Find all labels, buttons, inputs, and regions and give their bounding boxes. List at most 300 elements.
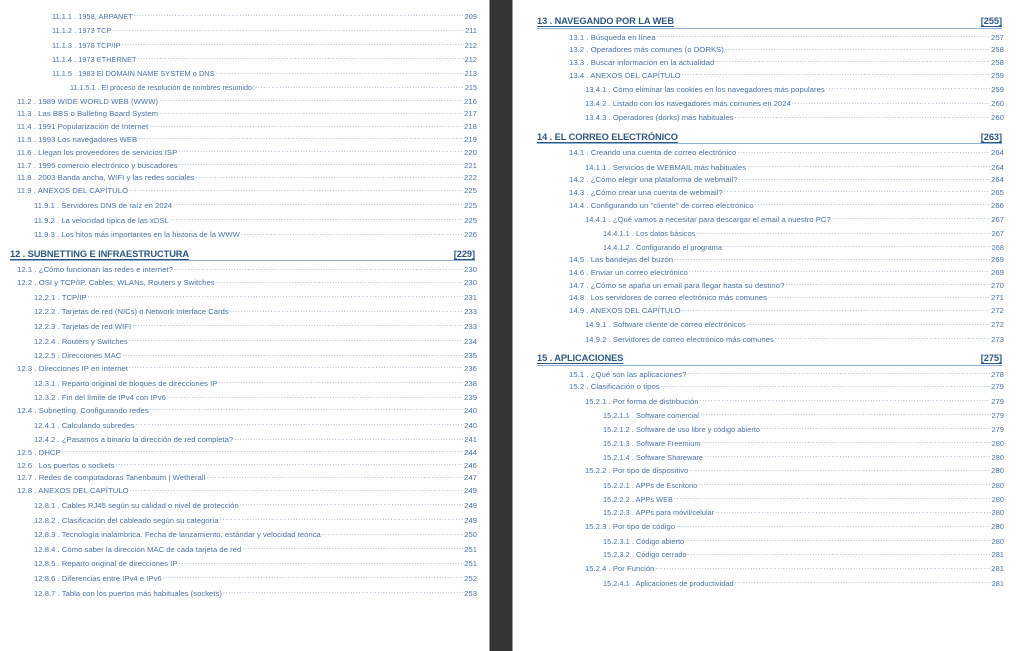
dot-leader [234, 434, 463, 442]
toc-entry-label: 11.1.1 . 1958, ARPANET [52, 12, 133, 21]
toc-entry[interactable] [8, 200, 477, 210]
toc-entry-page-number: 259 [991, 84, 1004, 94]
toc-entry-page-number: 269 [991, 255, 1004, 265]
dot-leader [240, 500, 463, 508]
dot-leader [134, 11, 464, 19]
toc-entry-label: 14.3 . ¿Cómo crear una cuenta de webmail? [569, 187, 723, 197]
toc-entry-label: 15.2.3 . Por tipo de código [585, 522, 676, 532]
toc-entry-page-number: 264 [991, 148, 1004, 158]
toc-list-left [8, 11, 477, 597]
toc-entry-label: 12.8.5 . Reparto original de direcciones IP [34, 559, 178, 569]
toc-entry-label: 11.1.5 . 1983 El DOMAIN NAME SYSTEM o DNS [52, 69, 215, 79]
dot-leader [723, 242, 991, 250]
toc-entry-label: 11.1.4 . 1973 ETHERNET [52, 54, 137, 64]
dot-leader [223, 588, 463, 596]
toc-entry-page-number: 225 [464, 215, 477, 225]
toc-entry[interactable] [8, 134, 477, 144]
dot-leader [687, 369, 990, 377]
toc-entry-page-number: 264 [991, 175, 1004, 185]
toc-entry-page-number: 213 [464, 69, 477, 79]
toc-entry-page-number: 249 [464, 515, 477, 525]
toc-entry-page-number: 265 [991, 187, 1004, 197]
toc-entry-page-number: 238 [464, 378, 477, 388]
toc-entry-label: 12.3.1 . Reparto original de bloques de direcciones IP [34, 378, 218, 388]
dot-leader [122, 350, 463, 358]
toc-entry[interactable] [527, 98, 1004, 108]
toc-entry[interactable] [527, 162, 1004, 172]
toc-entry-page-number: 279 [991, 424, 1004, 434]
toc-entry[interactable] [527, 84, 1004, 94]
dot-leader [206, 472, 463, 480]
toc-entry[interactable] [8, 229, 477, 239]
toc-entry-label: 12.8.3 . Tecnología inalámbrica. Fecha de lanzamiento, estándar y velocidad teórica [34, 530, 321, 540]
toc-entry-page-number: 221 [464, 160, 477, 170]
toc-entry-page-number: 246 [464, 460, 477, 470]
toc-entry-label: 14.7 . ¿Cómo se apaña un email para llegar hasta su destino? [569, 280, 785, 290]
toc-entry-label: 15.2.2.3 . APPs para móvil/celular [603, 508, 715, 518]
toc-entry-page-number: 271 [991, 293, 1004, 303]
toc-entry-label: 12.7 . Redes de computadoras Tanenbaum | Wetherall [17, 473, 206, 483]
toc-entry-label: 11.8 . 2003 Banda ancha, WIFI y las redes sociales [17, 173, 195, 183]
dot-leader [700, 410, 991, 418]
dot-leader [735, 578, 991, 586]
toc-entry-label: 14.4.1.2 . Configurando el programa [603, 243, 722, 253]
toc-entry[interactable] [527, 438, 1004, 447]
dot-leader [135, 420, 463, 428]
dot-leader [241, 229, 463, 237]
toc-entry-label: 11.9.1 . Servidores DNS de raíz en 2024 [34, 200, 173, 210]
toc-entry-page-number: 281 [991, 564, 1004, 574]
toc-entry-page-number: 219 [464, 135, 477, 145]
toc-entry-label: 11.9.3 . Los hitos más importantes en la historia de la WWW [34, 230, 240, 240]
dot-leader [174, 264, 463, 272]
toc-entry-page-number: 260 [991, 113, 1004, 123]
toc-entry-label: 12.3.2 . Fin del límite de IPv4 con IPv6 [34, 393, 167, 403]
toc-entry-label: 11.5 . 1993 Los navegadores WEB [17, 135, 138, 145]
toc-entry[interactable] [8, 277, 477, 287]
toc-entry[interactable] [527, 242, 1004, 251]
dot-leader [167, 392, 463, 400]
dot-leader [755, 200, 990, 208]
toc-entry[interactable] [8, 485, 477, 495]
dot-leader [657, 32, 990, 40]
dot-leader [715, 507, 990, 515]
toc-entry-page-number: 279 [991, 396, 1004, 406]
toc-entry-page-number: 209 [464, 12, 477, 21]
toc-entry[interactable] [8, 573, 477, 583]
toc-entry-page-number: 241 [464, 435, 477, 445]
dot-leader [737, 147, 990, 155]
dot-leader [674, 494, 991, 502]
toc-entry-page-number: 257 [991, 32, 1004, 42]
toc-entry-label: 14.4.1 . ¿Qué vamos a necesitar para descargar el email a nuestro PC? [585, 214, 831, 224]
toc-entry-label: 15.1 . ¿Qué son las aplicaciones? [569, 369, 687, 379]
dot-leader [674, 254, 990, 262]
dot-leader [129, 363, 463, 371]
toc-entry[interactable] [8, 172, 477, 182]
toc-entry[interactable] [8, 515, 477, 525]
toc-list-right [527, 16, 1004, 587]
chapter-page-number: [263] [980, 131, 1002, 142]
toc-page-left [0, 0, 489, 651]
toc-entry-label: 15.2.2.1 . APPs de Escritorio [603, 480, 698, 490]
toc-entry-label: 12.2.5 . Direcciones MAC [34, 351, 122, 361]
chapter-title: 12 . SUBNETTING E INFRAESTRUCTURA [10, 248, 190, 259]
toc-entry-page-number: 226 [464, 230, 477, 240]
toc-entry-page-number: 222 [464, 173, 477, 183]
toc-entry-label: 11.3 . Las BBS o Bulleting Board System [17, 109, 159, 119]
dot-leader [170, 215, 463, 223]
dot-leader [682, 305, 990, 313]
toc-entry-page-number: 216 [464, 96, 477, 106]
toc-entry-page-number: 236 [464, 363, 477, 373]
toc-entry[interactable] [527, 214, 1004, 224]
toc-entry-label: 15.2.3.2 . Código cerrado [603, 550, 687, 560]
toc-entry-label: 15.2.1 . Por forma de distribución [585, 396, 699, 406]
dot-leader [230, 306, 463, 314]
dot-leader [88, 292, 464, 300]
toc-entry-page-number: 280 [991, 536, 1004, 546]
toc-entry-page-number: 266 [991, 200, 1004, 210]
toc-entry[interactable] [527, 396, 1004, 406]
toc-entry-label: 14.9.1 . Software cliente de correo electrónicos [585, 320, 746, 330]
dot-leader [116, 460, 463, 468]
dot-leader [735, 112, 991, 120]
dot-leader [138, 54, 464, 62]
chapter-heading[interactable] [537, 132, 1002, 145]
dot-leader [775, 334, 990, 342]
dot-leader [196, 172, 463, 180]
dot-leader [220, 515, 464, 523]
toc-entry[interactable] [8, 121, 477, 131]
toc-entry-page-number: 272 [991, 320, 1004, 330]
toc-entry-label: 14.1.1 . Servicios de WEBMAIL más habituales [585, 162, 747, 172]
toc-entry-page-number: 280 [991, 494, 1004, 504]
toc-entry[interactable] [527, 200, 1004, 210]
toc-entry-page-number: 230 [464, 278, 477, 288]
toc-entry[interactable] [8, 40, 477, 49]
dot-leader [112, 25, 464, 33]
toc-entry[interactable] [527, 32, 1004, 42]
toc-entry-page-number: 235 [464, 351, 477, 361]
toc-entry-label: 12.8.4 . Cómo saber la dirección MAC de cada tarjeta de red [34, 544, 242, 554]
dot-leader [130, 485, 463, 493]
dot-leader [785, 280, 990, 288]
toc-entry[interactable] [8, 321, 477, 331]
toc-entry-page-number: 247 [464, 473, 477, 483]
toc-entry-label: 14.6 . Enviar un correo electrónico [569, 268, 688, 278]
toc-entry-page-number: 280 [991, 480, 1004, 490]
toc-entry-label: 14.1 . Creando una cuenta de correo electrónico [569, 148, 737, 158]
toc-entry[interactable] [527, 494, 1004, 503]
toc-entry-label: 15.2.4.1 . Aplicaciones de productividad [603, 578, 734, 588]
toc-entry[interactable] [8, 558, 477, 568]
dot-leader [688, 549, 991, 557]
toc-entry-label: 14.4.1.1 . Los datos básicos [603, 229, 696, 239]
toc-entry-page-number: 239 [464, 393, 477, 403]
toc-entry[interactable] [8, 25, 477, 34]
toc-entry[interactable] [527, 57, 1004, 67]
toc-entry-label: 11.1.2 . 1973 TCP [52, 26, 112, 36]
chapter-heading[interactable] [537, 16, 1002, 29]
toc-entry-page-number: 249 [464, 500, 477, 510]
toc-entry-page-number: 217 [464, 109, 477, 119]
toc-entry[interactable] [8, 306, 477, 316]
toc-entry[interactable] [527, 563, 1004, 573]
dot-leader [704, 452, 991, 460]
dot-leader [676, 521, 990, 529]
toc-entry[interactable] [8, 185, 477, 195]
toc-entry-label: 13.1 . Búsqueda en línea [569, 32, 656, 42]
toc-entry-label: 14.5 . Las bandejas del buzón [569, 255, 674, 265]
toc-entry-page-number: 215 [465, 84, 477, 93]
toc-page-right [513, 0, 1024, 651]
toc-entry[interactable] [8, 336, 477, 346]
toc-entry-label: 15.2.1.4 . Software Shareware [603, 452, 704, 462]
toc-entry[interactable] [8, 215, 477, 225]
chapter-heading[interactable] [10, 249, 475, 262]
toc-entry-label: 11.9 . ANEXOS DEL CAPÍTULO [17, 186, 129, 196]
toc-entry-label: 13.4.1 . Cómo eliminar las cookies en los navegadores más populares [585, 84, 825, 94]
toc-entry[interactable] [8, 447, 477, 457]
toc-entry[interactable] [8, 350, 477, 360]
toc-entry-label: 15.2.2 . Por tipo de dispositivo [585, 466, 689, 476]
toc-entry[interactable] [8, 147, 477, 157]
toc-entry[interactable] [527, 578, 1004, 587]
toc-entry-page-number: 253 [464, 588, 477, 598]
toc-entry[interactable] [527, 174, 1004, 184]
toc-entry[interactable] [8, 529, 477, 539]
toc-entry-page-number: 231 [464, 292, 477, 302]
toc-entry-label: 12.4.2 . ¿Pasamos a binario la dirección de red completa? [34, 435, 234, 445]
dot-leader [242, 544, 463, 552]
toc-entry-label: 14.9 . ANEXOS DEL CAPÍTULO [569, 306, 681, 316]
toc-entry-label: 14.2 . ¿Cómo elegir una plataforma de webmail? [569, 175, 738, 185]
toc-entry-label: 12.2.4 . Routers y Switches [34, 336, 128, 346]
chapter-page-number: [255] [980, 16, 1002, 26]
toc-entry-page-number: 281 [991, 550, 1004, 560]
chapter-title: 15 . APLICACIONES [537, 353, 624, 364]
dot-leader [216, 68, 464, 76]
toc-entry[interactable] [8, 160, 477, 170]
toc-entry[interactable] [8, 68, 477, 77]
dot-leader [661, 381, 990, 389]
toc-entry[interactable] [8, 420, 477, 430]
toc-entry-label: 13.3 . Buscar información en la actualidad [569, 57, 715, 67]
toc-entry-label: 12.4.1 . Calculando subredes [34, 420, 135, 430]
dot-leader [163, 573, 463, 581]
toc-entry[interactable] [8, 405, 477, 415]
toc-entry-page-number: 267 [991, 229, 1004, 239]
dot-leader [62, 447, 463, 455]
toc-entry[interactable] [527, 410, 1004, 419]
toc-entry[interactable] [527, 334, 1004, 344]
toc-entry-page-number: 272 [991, 306, 1004, 316]
toc-entry[interactable] [8, 544, 477, 554]
toc-entry[interactable] [527, 292, 1004, 302]
dot-leader [218, 378, 463, 386]
toc-entry-label: 15.2.1.1 . Software comercial [603, 410, 699, 420]
toc-entry-label: 12.8 . ANEXOS DEL CAPÍTULO [17, 486, 129, 496]
toc-entry-page-number: 233 [464, 307, 477, 317]
toc-entry[interactable] [527, 280, 1004, 290]
dot-leader [322, 529, 463, 537]
toc-entry-label: 11.9.2 . La velocidad típica de las xDSL [34, 215, 169, 225]
toc-entry-page-number: 280 [991, 522, 1004, 532]
toc-entry-label: 12.8.1 . Cables RJ45 según su calidad o nivel de protección [34, 500, 239, 510]
toc-entry[interactable] [527, 536, 1004, 545]
toc-entry-page-number: 279 [991, 382, 1004, 392]
toc-entry-page-number: 218 [464, 122, 477, 132]
toc-entry[interactable] [527, 424, 1004, 433]
dot-leader [689, 267, 990, 275]
dot-leader [696, 228, 990, 236]
toc-entry[interactable] [8, 472, 477, 482]
toc-entry[interactable] [527, 187, 1004, 197]
toc-entry-label: 11.4 . 1991 Popularización de Internet [17, 122, 149, 132]
dot-leader [132, 321, 463, 329]
chapter-page-number: [229] [453, 248, 475, 259]
toc-entry-page-number: 280 [991, 452, 1004, 462]
toc-entry[interactable] [8, 292, 477, 302]
toc-entry-label: 13.4 . ANEXOS DEL CAPÍTULO [569, 70, 681, 80]
toc-entry[interactable] [527, 452, 1004, 461]
toc-entry[interactable] [8, 363, 477, 373]
toc-entry[interactable] [527, 44, 1004, 54]
toc-entry-page-number: 230 [464, 265, 477, 275]
toc-entry[interactable] [8, 500, 477, 510]
toc-entry-label: 11.1.3 . 1978 TCP/IP [52, 40, 121, 50]
chapter-heading[interactable] [537, 353, 1002, 366]
dot-leader [682, 70, 990, 78]
toc-entry-label: 15.2.3.1 . Código abierto [603, 536, 685, 546]
toc-entry[interactable] [8, 392, 477, 402]
toc-entry-page-number: 258 [991, 45, 1004, 55]
toc-entry-label: 13.2 . Operadores más comunes (o DORKS) [569, 45, 724, 55]
dot-leader [121, 40, 463, 48]
toc-entry[interactable] [527, 305, 1004, 315]
toc-entry[interactable] [8, 460, 477, 470]
toc-entry-page-number: 280 [991, 466, 1004, 476]
toc-entry-page-number: 259 [991, 70, 1004, 80]
toc-entry[interactable] [527, 521, 1004, 531]
page-gutter-divider [489, 0, 513, 651]
toc-entry-label: 12.2.1 . TCP/IP [34, 292, 87, 302]
dot-leader [179, 558, 464, 566]
toc-entry[interactable] [527, 112, 1004, 122]
chapter-title: 13 . NAVEGANDO POR LA WEB [537, 16, 674, 26]
dot-leader [702, 438, 991, 446]
toc-entry-label: 15.2.1.3 . Software Freemium [603, 438, 701, 448]
toc-entry[interactable] [527, 228, 1004, 237]
toc-entry-page-number: 249 [464, 486, 477, 496]
toc-entry[interactable] [527, 319, 1004, 329]
toc-entry-label: 14.4 . Configurando un "cliente" de correo electrónico [569, 200, 754, 210]
toc-entry-page-number: 250 [464, 530, 477, 540]
toc-entry[interactable] [527, 254, 1004, 264]
dot-leader [715, 57, 990, 65]
toc-entry-page-number: 225 [464, 200, 477, 210]
dot-leader [129, 336, 463, 344]
toc-entry-page-number: 244 [464, 447, 477, 457]
toc-entry-label: 13.4.3 . Operadores (dorks) más habituales [585, 113, 734, 123]
toc-entry-page-number: 234 [464, 336, 477, 346]
dot-leader [178, 147, 463, 155]
toc-entry-label: 15.2.2.2 . APPs WEB [603, 494, 673, 504]
toc-entry-page-number: 251 [464, 544, 477, 554]
toc-entry[interactable] [8, 378, 477, 388]
toc-entry-label: 11.6 . Llegan los proveedores de servicios ISP [17, 147, 178, 157]
toc-entry[interactable] [8, 588, 477, 598]
toc-entry[interactable] [8, 108, 477, 118]
dot-leader [689, 465, 990, 473]
toc-entry[interactable] [527, 465, 1004, 475]
toc-entry-label: 11.2 . 1989 WIDE WORLD WEB (WWW) [17, 96, 159, 106]
toc-entry-label: 11.7 . 1995 comercio electrónico y buscadores [17, 160, 178, 170]
dot-leader [761, 424, 991, 432]
toc-entry-page-number: 273 [991, 334, 1004, 344]
toc-entry-label: 12.8.7 . Tabla con los puertos más habituales (sockets) [34, 588, 222, 598]
toc-entry[interactable] [527, 70, 1004, 80]
toc-entry-page-number: 212 [464, 40, 477, 50]
toc-entry-page-number: 220 [464, 147, 477, 157]
toc-entry-page-number: 211 [465, 26, 477, 36]
chapter-title: 14 . EL CORREO ELECTRÓNICO [537, 131, 678, 142]
toc-entry[interactable] [527, 480, 1004, 489]
toc-entry-label: 12.6 . Los puertos o sockets [17, 460, 115, 470]
dot-leader [832, 214, 990, 222]
dot-leader [792, 98, 990, 106]
toc-entry-label: 12.4 . Subnetting. Configurando redes [17, 405, 149, 415]
toc-entry[interactable] [527, 369, 1004, 379]
dot-leader [747, 319, 990, 327]
toc-entry[interactable] [527, 507, 1004, 516]
toc-entry[interactable] [527, 549, 1004, 558]
toc-entry-label: 12.2.3 . Tarjetas de red WIFI [34, 322, 132, 332]
dot-leader [159, 96, 463, 104]
dot-leader [826, 84, 990, 92]
dot-leader [747, 162, 990, 170]
dot-leader [739, 174, 990, 182]
toc-entry[interactable] [527, 381, 1004, 391]
dot-leader [150, 405, 463, 413]
dot-leader [685, 536, 991, 544]
toc-entry[interactable] [8, 54, 477, 63]
toc-entry[interactable] [8, 264, 477, 274]
dot-leader [129, 185, 463, 193]
toc-entry[interactable] [8, 82, 477, 92]
toc-entry-label: 12.2 . OSI y TCP/IP. Cables, WLANs, Routers y Switches [17, 278, 215, 288]
dot-leader [725, 44, 990, 52]
toc-entry[interactable] [8, 11, 477, 20]
toc-entry-page-number: 258 [991, 57, 1004, 67]
toc-entry-page-number: 251 [464, 559, 477, 569]
toc-entry[interactable] [527, 147, 1004, 157]
toc-entry-page-number: 268 [991, 243, 1004, 253]
toc-entry-label: 14.9.2 . Servidores de correo electrónico más comunes [585, 334, 774, 344]
toc-entry[interactable] [527, 267, 1004, 277]
toc-entry-label: 12.1 . ¿Cómo funcionan las redes e internet? [17, 265, 174, 275]
toc-entry-page-number: 280 [991, 438, 1004, 448]
dot-leader [700, 396, 991, 404]
toc-entry[interactable] [8, 96, 477, 106]
toc-entry-page-number: 269 [991, 268, 1004, 278]
dot-leader [173, 200, 463, 208]
toc-entry-page-number: 279 [991, 410, 1004, 420]
toc-entry-label: 12.8.6 . Diferencias entre IPv4 e IPv6 [34, 573, 162, 583]
toc-entry[interactable] [8, 434, 477, 444]
toc-entry-page-number: 233 [464, 322, 477, 332]
